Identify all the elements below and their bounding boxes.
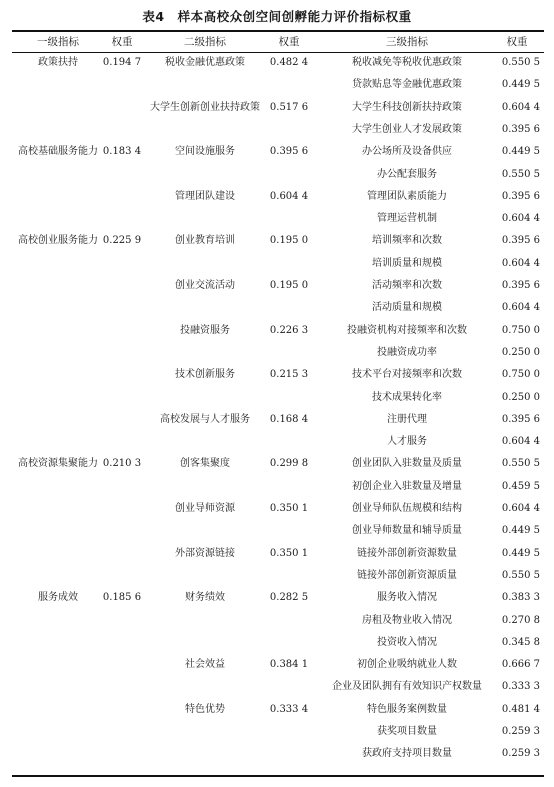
level2-indicator: 创业教育培训 bbox=[175, 235, 235, 247]
level2-weight: 0.604 4 bbox=[269, 190, 309, 202]
level1-indicator: 服务成效 bbox=[38, 592, 78, 604]
level3-indicator: 管理运营机制 bbox=[377, 213, 437, 225]
level3-weight: 0.550 5 bbox=[501, 168, 540, 180]
level2-weight: 0.168 4 bbox=[269, 413, 309, 425]
level2-weight: 0.195 0 bbox=[269, 280, 309, 291]
level3-weight: 0.604 4 bbox=[501, 213, 540, 225]
level2-indicator: 高校发展与人才服务 bbox=[160, 413, 250, 425]
level2-indicator: 特色优势 bbox=[185, 703, 225, 715]
level3-weight: 0.550 5 bbox=[501, 57, 540, 68]
level2-weight: 0.350 1 bbox=[269, 547, 309, 559]
level2-weight: 0.350 1 bbox=[269, 503, 309, 514]
level2-weight: 0.384 1 bbox=[269, 659, 309, 671]
level3-weight: 0.604 4 bbox=[501, 257, 540, 269]
level3-indicator: 获政府支持项目数量 bbox=[362, 748, 452, 760]
level3-weight: 0.750 0 bbox=[501, 324, 540, 336]
level3-weight: 0.395 6 bbox=[501, 280, 540, 291]
table-title: 表4 样本高校众创空间创孵能力评价指标权重 bbox=[142, 9, 412, 24]
level3-weight: 0.395 6 bbox=[501, 190, 540, 202]
level3-indicator: 投融资成功率 bbox=[377, 346, 437, 358]
level3-weight: 0.750 0 bbox=[501, 369, 540, 381]
level3-indicator: 技术平台对接频率和次数 bbox=[352, 369, 462, 381]
level3-indicator: 税收减免等税收优惠政策 bbox=[352, 57, 462, 68]
level2-indicator: 大学生创新创业扶持政策 bbox=[150, 101, 260, 113]
level3-weight: 0.550 5 bbox=[501, 458, 540, 470]
level1-indicator: 高校创业服务能力 bbox=[18, 235, 98, 247]
level3-indicator: 注册代理 bbox=[387, 413, 427, 425]
level2-indicator: 创业导师资源 bbox=[175, 503, 235, 514]
header-level1: 一级指标 bbox=[37, 36, 79, 48]
level2-indicator: 技术创新服务 bbox=[175, 369, 235, 381]
level3-weight: 0.383 3 bbox=[501, 592, 540, 604]
level3-weight: 0.449 5 bbox=[501, 146, 540, 158]
level3-indicator: 投融资机构对接频率和次数 bbox=[347, 324, 467, 336]
level2-indicator: 空间设施服务 bbox=[175, 146, 235, 158]
level3-indicator: 初创企业吸纳就业人数 bbox=[357, 659, 457, 671]
header-weight3: 权重 bbox=[506, 36, 528, 48]
level3-weight: 0.666 7 bbox=[501, 659, 540, 671]
level1-indicator: 高校资源集聚能力 bbox=[18, 458, 98, 470]
level3-weight: 0.604 4 bbox=[501, 503, 540, 514]
level3-weight: 0.270 8 bbox=[501, 614, 540, 626]
level1-weight: 0.225 9 bbox=[102, 235, 142, 247]
level3-weight: 0.259 3 bbox=[501, 748, 540, 760]
level3-indicator: 技术成果转化率 bbox=[372, 391, 442, 403]
level3-weight: 0.395 6 bbox=[501, 413, 540, 425]
level3-indicator: 活动频率和次数 bbox=[372, 280, 442, 291]
level3-weight: 0.395 6 bbox=[501, 235, 540, 247]
level2-indicator: 税收金融优惠政策 bbox=[165, 57, 245, 68]
header-level2: 二级指标 bbox=[184, 36, 226, 48]
level2-weight: 0.299 8 bbox=[269, 458, 309, 470]
level3-indicator: 链接外部创新资源数量 bbox=[357, 547, 457, 559]
level2-indicator: 外部资源链接 bbox=[175, 547, 235, 559]
level1-weight: 0.185 6 bbox=[102, 592, 142, 604]
level3-weight: 0.459 5 bbox=[501, 480, 540, 492]
level3-weight: 0.449 5 bbox=[501, 79, 540, 91]
level2-indicator: 管理团队建设 bbox=[175, 190, 235, 202]
level3-weight: 0.604 4 bbox=[501, 302, 540, 314]
level2-weight: 0.395 6 bbox=[269, 146, 309, 158]
level3-indicator: 培训频率和次数 bbox=[372, 235, 442, 247]
level3-weight: 0.449 5 bbox=[501, 525, 540, 537]
level3-indicator: 管理团队素质能力 bbox=[367, 190, 447, 202]
level2-weight: 0.333 4 bbox=[269, 703, 309, 715]
level2-indicator: 社会效益 bbox=[185, 659, 225, 671]
top-rule bbox=[12, 30, 544, 32]
level3-indicator: 投资收入情况 bbox=[377, 636, 437, 648]
level2-indicator: 财务绩效 bbox=[185, 592, 225, 604]
level2-weight: 0.215 3 bbox=[269, 369, 309, 381]
level3-indicator: 创业导师数量和辅导质量 bbox=[352, 525, 462, 537]
level1-weight: 0.194 7 bbox=[102, 57, 142, 68]
level3-indicator: 大学生科技创新扶持政策 bbox=[352, 101, 462, 113]
level3-weight: 0.604 4 bbox=[501, 436, 540, 448]
header-weight2: 权重 bbox=[278, 36, 300, 48]
level3-indicator: 人才服务 bbox=[387, 436, 427, 448]
level3-indicator: 服务收入情况 bbox=[377, 592, 437, 604]
level3-indicator: 活动质量和规模 bbox=[372, 302, 442, 314]
bottom-rule bbox=[12, 775, 544, 777]
level3-indicator: 获奖项目数量 bbox=[377, 726, 437, 737]
level2-weight: 0.517 6 bbox=[269, 101, 309, 113]
level2-weight: 0.482 4 bbox=[269, 57, 309, 68]
level1-indicator: 高校基础服务能力 bbox=[18, 146, 98, 158]
level2-weight: 0.195 0 bbox=[269, 235, 309, 247]
level2-indicator: 创业交流活动 bbox=[175, 280, 235, 291]
level3-indicator: 特色服务案例数量 bbox=[367, 703, 447, 715]
level1-weight: 0.183 4 bbox=[102, 146, 142, 158]
level3-weight: 0.604 4 bbox=[501, 101, 540, 113]
level3-weight: 0.395 6 bbox=[501, 123, 540, 135]
level3-indicator: 培训质量和规模 bbox=[372, 257, 442, 269]
level3-indicator: 贷款贴息等金融优惠政策 bbox=[352, 79, 462, 91]
level3-indicator: 创业团队入驻数量及质量 bbox=[352, 458, 462, 470]
header-level3: 三级指标 bbox=[386, 36, 428, 48]
level3-weight: 0.250 0 bbox=[501, 346, 540, 358]
level3-indicator: 办公场所及设备供应 bbox=[362, 146, 452, 158]
level3-indicator: 初创企业入驻数量及增量 bbox=[352, 480, 462, 492]
level1-weight: 0.210 3 bbox=[102, 458, 142, 470]
level2-weight: 0.282 5 bbox=[269, 592, 309, 604]
level1-indicator: 政策扶持 bbox=[38, 57, 78, 68]
level3-indicator: 房租及物业收入情况 bbox=[362, 614, 452, 626]
level3-weight: 0.259 3 bbox=[501, 726, 540, 737]
level2-indicator: 投融资服务 bbox=[180, 324, 230, 336]
level3-indicator: 办公配套服务 bbox=[377, 168, 437, 180]
level2-indicator: 创客集聚度 bbox=[180, 458, 230, 470]
level3-weight: 0.345 8 bbox=[501, 636, 540, 648]
level3-indicator: 企业及团队拥有有效知识产权数量 bbox=[332, 681, 482, 693]
level2-weight: 0.226 3 bbox=[269, 324, 309, 336]
level3-indicator: 大学生创业人才发展政策 bbox=[352, 123, 462, 135]
level3-indicator: 创业导师队伍规模和结构 bbox=[352, 503, 462, 514]
level3-indicator: 链接外部创新资源质量 bbox=[357, 569, 457, 581]
level3-weight: 0.449 5 bbox=[501, 547, 540, 559]
level3-weight: 0.550 5 bbox=[501, 569, 540, 581]
header-weight1: 权重 bbox=[111, 36, 133, 48]
level3-weight: 0.481 4 bbox=[501, 703, 540, 715]
header-rule bbox=[12, 52, 544, 53]
level3-weight: 0.333 3 bbox=[501, 681, 540, 693]
level3-weight: 0.250 0 bbox=[501, 391, 540, 403]
